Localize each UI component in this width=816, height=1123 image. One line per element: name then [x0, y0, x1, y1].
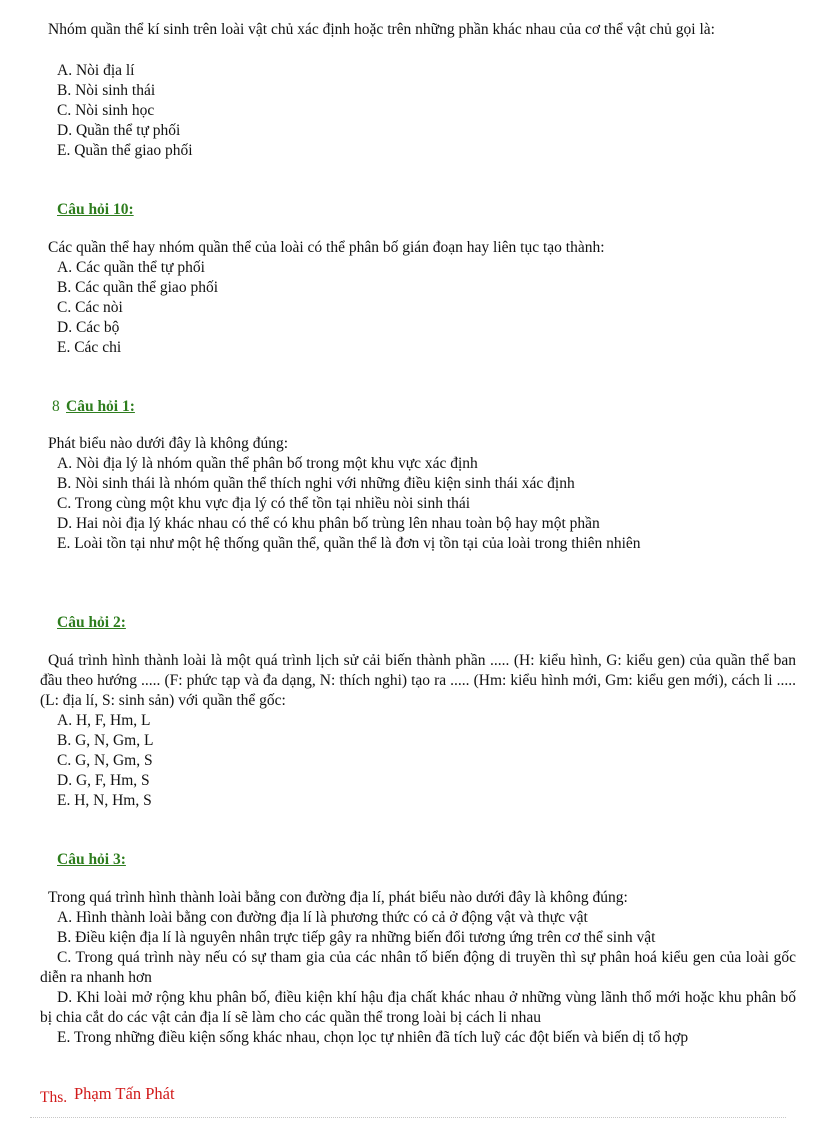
q3-option-e: E. Trong những điều kiện sống khác nhau, chọn lọc tự nhiên đã tích luỹ các đột biến và biến dị tổ hợp: [57, 1029, 689, 1046]
question-3-text: Trong quá trình hình thành loài bằng con đường địa lí, phát biểu nào dưới đây là không đúng:: [48, 889, 628, 906]
question-10-text: Các quần thể hay nhóm quần thể của loài có thể phân bố gián đoạn hay liên tục tạo thành:: [48, 239, 605, 256]
author-name: Phạm Tấn Phát: [74, 1084, 175, 1103]
q0-option-d: D. Quần thể tự phối: [57, 122, 181, 139]
question-2-text: Quá trình hình thành loài là một quá trình lịch sử cải biến thành phần ..... (H: kiểu hình, G: kiểu gen) của quần thể ban đầu theo hướng ..... (F: phức tạp và đa dạng, N: thích nghi) tạo ra ..... (Hm: kiểu hình mới, Gm: kiểu gen mới), cách li ..... (L: địa lí, S: sinh sản) với quần thể gốc:: [40, 652, 796, 709]
author-title: Ths.: [40, 1089, 68, 1106]
q0-option-c: C. Nòi sinh học: [57, 102, 155, 119]
q10-option-c: C. Các nòi: [57, 299, 123, 316]
footer-divider: [30, 1117, 786, 1118]
q0-option-a: A. Nòi địa lí: [57, 62, 135, 79]
question-0-text: Nhóm quần thể kí sinh trên loài vật chủ xác định hoặc trên những phần khác nhau của cơ thể vật chủ gọi là:: [48, 21, 715, 38]
question-1-text: Phát biểu nào dưới đây là không đúng:: [48, 435, 289, 452]
q10-option-b: B. Các quần thể giao phối: [57, 279, 218, 296]
question-1-number: 8: [52, 398, 60, 415]
q1-option-a: A. Nòi địa lý là nhóm quần thể phân bố trong một khu vực xác định: [57, 455, 478, 472]
question-10-heading: Câu hỏi 10:: [57, 201, 134, 218]
q1-option-b: B. Nòi sinh thái là nhóm quần thể thích nghi với những điều kiện sinh thái xác định: [57, 475, 575, 492]
question-2-heading: Câu hỏi 2:: [57, 614, 126, 631]
q1-option-e: E. Loài tồn tại như một hệ thống quần thể, quần thể là đơn vị tồn tại của loài trong thiên nhiên: [57, 535, 641, 552]
q0-option-b: B. Nòi sinh thái: [57, 82, 156, 99]
q2-option-d: D. G, F, Hm, S: [57, 772, 150, 789]
q2-option-e: E. H, N, Hm, S: [57, 792, 152, 809]
q2-option-b: B. G, N, Gm, L: [57, 732, 154, 749]
q3-option-d: D. Khi loài mở rộng khu phân bố, điều kiện khí hậu địa chất khác nhau ở những vùng lãnh thổ mới hoặc khu phân bố bị chia cắt do các vật cản địa lí sẽ làm cho các quần thể trong loài bị cách li nhau: [40, 989, 796, 1026]
q0-option-e: E. Quần thể giao phối: [57, 142, 193, 159]
q1-option-d: D. Hai nòi địa lý khác nhau có thể có khu phân bố trùng lên nhau toàn bộ hay một phần: [57, 515, 600, 532]
q3-option-b: B. Điều kiện địa lí là nguyên nhân trực tiếp gây ra những biến đổi tương ứng trên cơ thể sinh vật: [57, 929, 656, 946]
q10-option-e: E. Các chi: [57, 339, 122, 356]
q2-option-a: A. H, F, Hm, L: [57, 712, 151, 729]
question-1-heading: Câu hỏi 1:: [66, 398, 135, 415]
question-3-heading: Câu hỏi 3:: [57, 851, 126, 868]
q3-option-c: C. Trong quá trình này nếu có sự tham gia của các nhân tố biến động di truyền thì sự phân hoá kiểu gen của loài gốc diễn ra nhanh hơn: [40, 949, 796, 986]
q10-option-a: A. Các quần thể tự phối: [57, 259, 205, 276]
q10-option-d: D. Các bộ: [57, 319, 120, 336]
q3-option-a: A. Hình thành loài bằng con đường địa lí là phương thức có cả ở động vật và thực vật: [57, 909, 588, 926]
q2-option-c: C. G, N, Gm, S: [57, 752, 153, 769]
q1-option-c: C. Trong cùng một khu vực địa lý có thể tồn tại nhiều nòi sinh thái: [57, 495, 471, 512]
